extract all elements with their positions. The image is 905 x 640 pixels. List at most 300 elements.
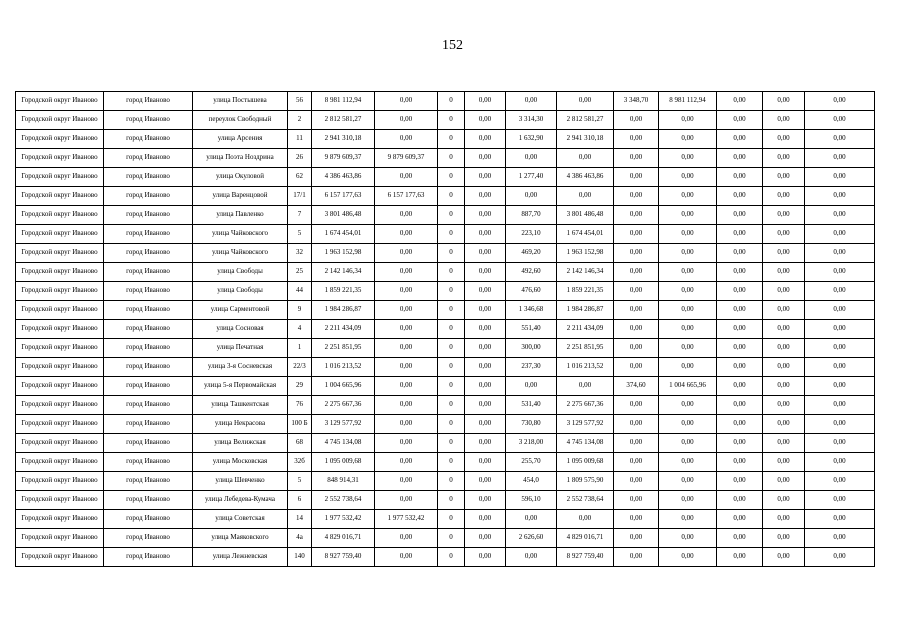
cell-cost-g: 0,00 xyxy=(805,92,875,111)
cell-municipality: Городской округ Иваново xyxy=(16,130,104,149)
cell-count-a: 0 xyxy=(438,92,465,111)
cell-cost-e: 0,00 xyxy=(717,225,763,244)
cell-cost-e: 0,00 xyxy=(717,434,763,453)
cell-count-a: 0 xyxy=(438,415,465,434)
cell-cost-b: 0,00 xyxy=(465,301,506,320)
cell-area-d: 0,00 xyxy=(614,111,659,130)
cell-municipality: Городской округ Иваново xyxy=(16,434,104,453)
cell-cost-b: 0,00 xyxy=(465,92,506,111)
table-row xyxy=(16,92,875,111)
cell-cost-a: 0,00 xyxy=(375,491,438,510)
cell-cost-d: 0,00 xyxy=(659,130,717,149)
cell-count-a: 0 xyxy=(438,529,465,548)
cell-cost-b: 0,00 xyxy=(465,358,506,377)
table-row xyxy=(16,206,875,225)
table-body xyxy=(16,92,875,567)
cell-settlement: город Иваново xyxy=(104,225,193,244)
cell-cost-d: 0,00 xyxy=(659,187,717,206)
table-row xyxy=(16,149,875,168)
cell-cost-d: 0,00 xyxy=(659,320,717,339)
cell-area-c: 1 277,40 xyxy=(506,168,557,187)
cell-house-number: 32 xyxy=(288,244,312,263)
cell-total-cost: 1 984 286,87 xyxy=(312,301,375,320)
cell-municipality: Городской округ Иваново xyxy=(16,529,104,548)
cell-area-c: 223,10 xyxy=(506,225,557,244)
cell-cost-e: 0,00 xyxy=(717,529,763,548)
cell-area-d: 0,00 xyxy=(614,510,659,529)
cell-cost-d: 0,00 xyxy=(659,149,717,168)
cell-municipality: Городской округ Иваново xyxy=(16,377,104,396)
cell-cost-c: 2 142 146,34 xyxy=(557,263,614,282)
cell-cost-g: 0,00 xyxy=(805,168,875,187)
cell-cost-g: 0,00 xyxy=(805,434,875,453)
table-row xyxy=(16,358,875,377)
cell-settlement: город Иваново xyxy=(104,510,193,529)
cell-cost-e: 0,00 xyxy=(717,510,763,529)
cell-area-c: 476,60 xyxy=(506,282,557,301)
cell-total-cost: 8 981 112,94 xyxy=(312,92,375,111)
table-row xyxy=(16,130,875,149)
cell-total-cost: 4 386 463,86 xyxy=(312,168,375,187)
cell-house-number: 140 xyxy=(288,548,312,567)
cell-cost-a: 0,00 xyxy=(375,263,438,282)
cell-cost-b: 0,00 xyxy=(465,149,506,168)
cell-municipality: Городской округ Иваново xyxy=(16,510,104,529)
cell-cost-a: 0,00 xyxy=(375,206,438,225)
cell-cost-c: 4 745 134,08 xyxy=(557,434,614,453)
cell-total-cost: 1 859 221,35 xyxy=(312,282,375,301)
cell-house-number: 4а xyxy=(288,529,312,548)
cell-settlement: город Иваново xyxy=(104,396,193,415)
cell-area-d: 0,00 xyxy=(614,434,659,453)
cell-cost-g: 0,00 xyxy=(805,301,875,320)
table-row xyxy=(16,339,875,358)
cell-cost-f: 0,00 xyxy=(763,358,805,377)
cell-area-c: 0,00 xyxy=(506,510,557,529)
cell-cost-b: 0,00 xyxy=(465,339,506,358)
cell-cost-a: 0,00 xyxy=(375,453,438,472)
cell-total-cost: 4 829 016,71 xyxy=(312,529,375,548)
cell-cost-b: 0,00 xyxy=(465,187,506,206)
table-row xyxy=(16,510,875,529)
cell-count-a: 0 xyxy=(438,244,465,263)
cell-area-d: 0,00 xyxy=(614,301,659,320)
table-row xyxy=(16,111,875,130)
cell-municipality: Городской округ Иваново xyxy=(16,187,104,206)
cell-area-c: 887,70 xyxy=(506,206,557,225)
cell-settlement: город Иваново xyxy=(104,377,193,396)
cell-cost-e: 0,00 xyxy=(717,92,763,111)
cell-cost-g: 0,00 xyxy=(805,149,875,168)
cell-cost-e: 0,00 xyxy=(717,282,763,301)
cell-municipality: Городской округ Иваново xyxy=(16,320,104,339)
cell-street: улица Чайковского xyxy=(193,244,288,263)
cell-cost-g: 0,00 xyxy=(805,244,875,263)
cell-cost-c: 4 829 016,71 xyxy=(557,529,614,548)
cell-cost-f: 0,00 xyxy=(763,510,805,529)
cell-cost-c: 0,00 xyxy=(557,92,614,111)
cell-settlement: город Иваново xyxy=(104,149,193,168)
cell-total-cost: 3 129 577,92 xyxy=(312,415,375,434)
cell-cost-b: 0,00 xyxy=(465,206,506,225)
cell-cost-a: 0,00 xyxy=(375,434,438,453)
cell-cost-f: 0,00 xyxy=(763,263,805,282)
cell-area-c: 492,60 xyxy=(506,263,557,282)
cell-total-cost: 6 157 177,63 xyxy=(312,187,375,206)
cell-cost-d: 0,00 xyxy=(659,358,717,377)
cell-cost-b: 0,00 xyxy=(465,415,506,434)
cell-area-d: 0,00 xyxy=(614,130,659,149)
cell-cost-c: 1 674 454,01 xyxy=(557,225,614,244)
cell-count-a: 0 xyxy=(438,149,465,168)
cell-cost-g: 0,00 xyxy=(805,453,875,472)
cell-street: улица Варенцовой xyxy=(193,187,288,206)
cell-cost-e: 0,00 xyxy=(717,377,763,396)
cell-count-a: 0 xyxy=(438,187,465,206)
cell-cost-c: 2 552 738,64 xyxy=(557,491,614,510)
cell-cost-f: 0,00 xyxy=(763,396,805,415)
cell-cost-c: 8 927 759,40 xyxy=(557,548,614,567)
cell-cost-g: 0,00 xyxy=(805,358,875,377)
cell-area-c: 0,00 xyxy=(506,187,557,206)
cell-count-a: 0 xyxy=(438,320,465,339)
cell-street: улица 5-я Первомайская xyxy=(193,377,288,396)
cell-settlement: город Иваново xyxy=(104,206,193,225)
cell-count-a: 0 xyxy=(438,510,465,529)
cell-cost-f: 0,00 xyxy=(763,453,805,472)
cell-settlement: город Иваново xyxy=(104,111,193,130)
cell-area-c: 0,00 xyxy=(506,548,557,567)
cell-house-number: 62 xyxy=(288,168,312,187)
cell-cost-b: 0,00 xyxy=(465,168,506,187)
cell-cost-a: 0,00 xyxy=(375,415,438,434)
cell-cost-e: 0,00 xyxy=(717,415,763,434)
cell-municipality: Городской округ Иваново xyxy=(16,225,104,244)
cell-area-c: 730,80 xyxy=(506,415,557,434)
cell-cost-g: 0,00 xyxy=(805,187,875,206)
cell-house-number: 7 xyxy=(288,206,312,225)
cell-count-a: 0 xyxy=(438,301,465,320)
cell-cost-d: 0,00 xyxy=(659,491,717,510)
cell-street: улица Окуловой xyxy=(193,168,288,187)
cell-municipality: Городской округ Иваново xyxy=(16,472,104,491)
page-number: 152 xyxy=(442,38,463,53)
cell-cost-f: 0,00 xyxy=(763,92,805,111)
table-row xyxy=(16,187,875,206)
cell-house-number: 26 xyxy=(288,149,312,168)
cell-cost-e: 0,00 xyxy=(717,301,763,320)
cell-total-cost: 1 095 009,68 xyxy=(312,453,375,472)
cell-cost-b: 0,00 xyxy=(465,320,506,339)
cell-settlement: город Иваново xyxy=(104,472,193,491)
cell-count-a: 0 xyxy=(438,339,465,358)
cell-cost-f: 0,00 xyxy=(763,491,805,510)
cell-house-number: 9 xyxy=(288,301,312,320)
cell-total-cost: 2 941 310,18 xyxy=(312,130,375,149)
cell-cost-d: 0,00 xyxy=(659,111,717,130)
cell-cost-c: 1 016 213,52 xyxy=(557,358,614,377)
cell-house-number: 17/1 xyxy=(288,187,312,206)
cell-cost-c: 1 984 286,87 xyxy=(557,301,614,320)
cell-cost-g: 0,00 xyxy=(805,206,875,225)
cell-cost-c: 2 275 667,36 xyxy=(557,396,614,415)
cell-area-d: 0,00 xyxy=(614,339,659,358)
cell-cost-d: 0,00 xyxy=(659,472,717,491)
cell-area-d: 0,00 xyxy=(614,529,659,548)
cell-house-number: 22/3 xyxy=(288,358,312,377)
cell-cost-f: 0,00 xyxy=(763,168,805,187)
cell-cost-c: 1 095 009,68 xyxy=(557,453,614,472)
cell-cost-f: 0,00 xyxy=(763,301,805,320)
cell-settlement: город Иваново xyxy=(104,130,193,149)
table-row xyxy=(16,491,875,510)
cell-count-a: 0 xyxy=(438,377,465,396)
cell-cost-c: 0,00 xyxy=(557,187,614,206)
cell-house-number: 5 xyxy=(288,225,312,244)
cell-settlement: город Иваново xyxy=(104,92,193,111)
cell-street: улица Ташкентская xyxy=(193,396,288,415)
cell-count-a: 0 xyxy=(438,168,465,187)
table-row xyxy=(16,168,875,187)
cell-area-d: 0,00 xyxy=(614,263,659,282)
cell-cost-a: 0,00 xyxy=(375,282,438,301)
cell-cost-f: 0,00 xyxy=(763,225,805,244)
cell-cost-c: 2 251 851,95 xyxy=(557,339,614,358)
cell-cost-d: 0,00 xyxy=(659,244,717,263)
cell-area-d: 0,00 xyxy=(614,225,659,244)
cell-house-number: 68 xyxy=(288,434,312,453)
cell-cost-c: 1 859 221,35 xyxy=(557,282,614,301)
cell-cost-d: 1 004 665,96 xyxy=(659,377,717,396)
cell-cost-a: 6 157 177,63 xyxy=(375,187,438,206)
cell-area-c: 531,40 xyxy=(506,396,557,415)
cell-house-number: 32б xyxy=(288,453,312,472)
cell-house-number: 25 xyxy=(288,263,312,282)
cell-cost-a: 0,00 xyxy=(375,130,438,149)
cell-municipality: Городской округ Иваново xyxy=(16,415,104,434)
cell-area-d: 0,00 xyxy=(614,282,659,301)
cell-cost-b: 0,00 xyxy=(465,491,506,510)
table-row xyxy=(16,282,875,301)
cell-street: улица Советская xyxy=(193,510,288,529)
cell-street: улица Арсения xyxy=(193,130,288,149)
cell-cost-f: 0,00 xyxy=(763,282,805,301)
cell-cost-d: 0,00 xyxy=(659,206,717,225)
table-row xyxy=(16,529,875,548)
cell-area-c: 0,00 xyxy=(506,92,557,111)
cell-settlement: город Иваново xyxy=(104,263,193,282)
cell-cost-a: 0,00 xyxy=(375,548,438,567)
cell-cost-b: 0,00 xyxy=(465,377,506,396)
cell-cost-g: 0,00 xyxy=(805,339,875,358)
cell-settlement: город Иваново xyxy=(104,415,193,434)
cell-municipality: Городской округ Иваново xyxy=(16,206,104,225)
table-row xyxy=(16,434,875,453)
cell-cost-f: 0,00 xyxy=(763,415,805,434)
cell-cost-b: 0,00 xyxy=(465,434,506,453)
cell-cost-g: 0,00 xyxy=(805,510,875,529)
cell-count-a: 0 xyxy=(438,282,465,301)
cell-cost-d: 0,00 xyxy=(659,434,717,453)
cell-street: улица Лебедева-Кумача xyxy=(193,491,288,510)
cell-cost-f: 0,00 xyxy=(763,149,805,168)
cell-house-number: 100 Б xyxy=(288,415,312,434)
cell-cost-b: 0,00 xyxy=(465,111,506,130)
cell-area-d: 3 348,70 xyxy=(614,92,659,111)
cell-area-d: 0,00 xyxy=(614,206,659,225)
cell-cost-c: 2 941 310,18 xyxy=(557,130,614,149)
cell-cost-c: 3 129 577,92 xyxy=(557,415,614,434)
cell-street: улица Лежневская xyxy=(193,548,288,567)
cell-cost-f: 0,00 xyxy=(763,130,805,149)
cell-settlement: город Иваново xyxy=(104,339,193,358)
cell-count-a: 0 xyxy=(438,358,465,377)
cell-cost-a: 9 879 609,37 xyxy=(375,149,438,168)
cell-total-cost: 2 812 581,27 xyxy=(312,111,375,130)
cell-house-number: 6 xyxy=(288,491,312,510)
cell-house-number: 56 xyxy=(288,92,312,111)
cell-cost-c: 0,00 xyxy=(557,510,614,529)
cell-cost-e: 0,00 xyxy=(717,263,763,282)
cell-area-c: 551,40 xyxy=(506,320,557,339)
cell-cost-f: 0,00 xyxy=(763,206,805,225)
cell-cost-a: 0,00 xyxy=(375,529,438,548)
cell-count-a: 0 xyxy=(438,111,465,130)
cell-settlement: город Иваново xyxy=(104,548,193,567)
cell-cost-a: 0,00 xyxy=(375,168,438,187)
table-row xyxy=(16,453,875,472)
cell-area-c: 596,10 xyxy=(506,491,557,510)
cell-cost-d: 0,00 xyxy=(659,510,717,529)
cell-total-cost: 1 004 665,96 xyxy=(312,377,375,396)
cell-settlement: город Иваново xyxy=(104,301,193,320)
cell-area-d: 0,00 xyxy=(614,187,659,206)
cell-settlement: город Иваново xyxy=(104,320,193,339)
cell-count-a: 0 xyxy=(438,548,465,567)
cell-cost-d: 0,00 xyxy=(659,301,717,320)
cell-total-cost: 848 914,31 xyxy=(312,472,375,491)
cell-total-cost: 8 927 759,40 xyxy=(312,548,375,567)
cell-settlement: город Иваново xyxy=(104,358,193,377)
cell-street: улица Маяковского xyxy=(193,529,288,548)
cell-cost-g: 0,00 xyxy=(805,282,875,301)
cell-house-number: 1 xyxy=(288,339,312,358)
cell-cost-g: 0,00 xyxy=(805,377,875,396)
cell-area-c: 300,00 xyxy=(506,339,557,358)
cell-cost-g: 0,00 xyxy=(805,225,875,244)
cell-municipality: Городской округ Иваново xyxy=(16,282,104,301)
cell-cost-e: 0,00 xyxy=(717,358,763,377)
cell-cost-d: 0,00 xyxy=(659,339,717,358)
cell-house-number: 2 xyxy=(288,111,312,130)
cell-cost-e: 0,00 xyxy=(717,130,763,149)
cell-area-d: 0,00 xyxy=(614,149,659,168)
cell-street: улица Печатная xyxy=(193,339,288,358)
cell-cost-d: 0,00 xyxy=(659,396,717,415)
table-row xyxy=(16,472,875,491)
cell-cost-b: 0,00 xyxy=(465,244,506,263)
cell-cost-d: 0,00 xyxy=(659,282,717,301)
cell-count-a: 0 xyxy=(438,206,465,225)
cell-municipality: Городской округ Иваново xyxy=(16,548,104,567)
cell-total-cost: 1 674 454,01 xyxy=(312,225,375,244)
cell-cost-f: 0,00 xyxy=(763,320,805,339)
cell-total-cost: 2 142 146,34 xyxy=(312,263,375,282)
cell-total-cost: 9 879 609,37 xyxy=(312,149,375,168)
cell-municipality: Городской округ Иваново xyxy=(16,92,104,111)
cell-street: улица Свободы xyxy=(193,263,288,282)
cell-cost-a: 0,00 xyxy=(375,339,438,358)
cell-house-number: 29 xyxy=(288,377,312,396)
cell-area-c: 0,00 xyxy=(506,377,557,396)
cell-cost-g: 0,00 xyxy=(805,491,875,510)
cell-cost-e: 0,00 xyxy=(717,396,763,415)
cell-municipality: Городской округ Иваново xyxy=(16,339,104,358)
cell-municipality: Городской округ Иваново xyxy=(16,453,104,472)
cell-street: улица Некрасова xyxy=(193,415,288,434)
cell-street: улица Свободы xyxy=(193,282,288,301)
cell-area-c: 255,70 xyxy=(506,453,557,472)
table-row xyxy=(16,320,875,339)
cell-count-a: 0 xyxy=(438,434,465,453)
cell-count-a: 0 xyxy=(438,453,465,472)
cell-area-c: 3 314,30 xyxy=(506,111,557,130)
cell-area-c: 1 632,90 xyxy=(506,130,557,149)
cell-area-d: 374,60 xyxy=(614,377,659,396)
cell-cost-c: 2 812 581,27 xyxy=(557,111,614,130)
cell-street: улица Сарментовой xyxy=(193,301,288,320)
cell-house-number: 5 xyxy=(288,472,312,491)
cell-settlement: город Иваново xyxy=(104,434,193,453)
cell-street: улица Чайковского xyxy=(193,225,288,244)
cell-street: улица 3-я Сосневская xyxy=(193,358,288,377)
cell-street: улица Павленко xyxy=(193,206,288,225)
cell-cost-d: 0,00 xyxy=(659,225,717,244)
cell-count-a: 0 xyxy=(438,396,465,415)
cell-cost-c: 0,00 xyxy=(557,149,614,168)
cell-municipality: Городской округ Иваново xyxy=(16,301,104,320)
cell-cost-f: 0,00 xyxy=(763,187,805,206)
table-row xyxy=(16,225,875,244)
cell-municipality: Городской округ Иваново xyxy=(16,111,104,130)
table-row xyxy=(16,263,875,282)
cell-count-a: 0 xyxy=(438,263,465,282)
cell-cost-b: 0,00 xyxy=(465,396,506,415)
cell-settlement: город Иваново xyxy=(104,282,193,301)
cell-house-number: 14 xyxy=(288,510,312,529)
cell-cost-e: 0,00 xyxy=(717,206,763,225)
cell-count-a: 0 xyxy=(438,491,465,510)
cell-municipality: Городской округ Иваново xyxy=(16,396,104,415)
cell-area-c: 3 218,00 xyxy=(506,434,557,453)
cell-settlement: город Иваново xyxy=(104,491,193,510)
cell-area-d: 0,00 xyxy=(614,244,659,263)
cell-cost-d: 0,00 xyxy=(659,453,717,472)
cell-cost-e: 0,00 xyxy=(717,491,763,510)
cell-cost-f: 0,00 xyxy=(763,244,805,263)
cell-cost-d: 0,00 xyxy=(659,168,717,187)
cell-cost-c: 1 963 152,98 xyxy=(557,244,614,263)
cell-house-number: 76 xyxy=(288,396,312,415)
cell-total-cost: 2 251 851,95 xyxy=(312,339,375,358)
cell-cost-c: 2 211 434,09 xyxy=(557,320,614,339)
cell-cost-f: 0,00 xyxy=(763,472,805,491)
cell-settlement: город Иваново xyxy=(104,453,193,472)
cell-cost-g: 0,00 xyxy=(805,396,875,415)
cell-cost-e: 0,00 xyxy=(717,339,763,358)
table-row xyxy=(16,244,875,263)
cell-cost-g: 0,00 xyxy=(805,130,875,149)
